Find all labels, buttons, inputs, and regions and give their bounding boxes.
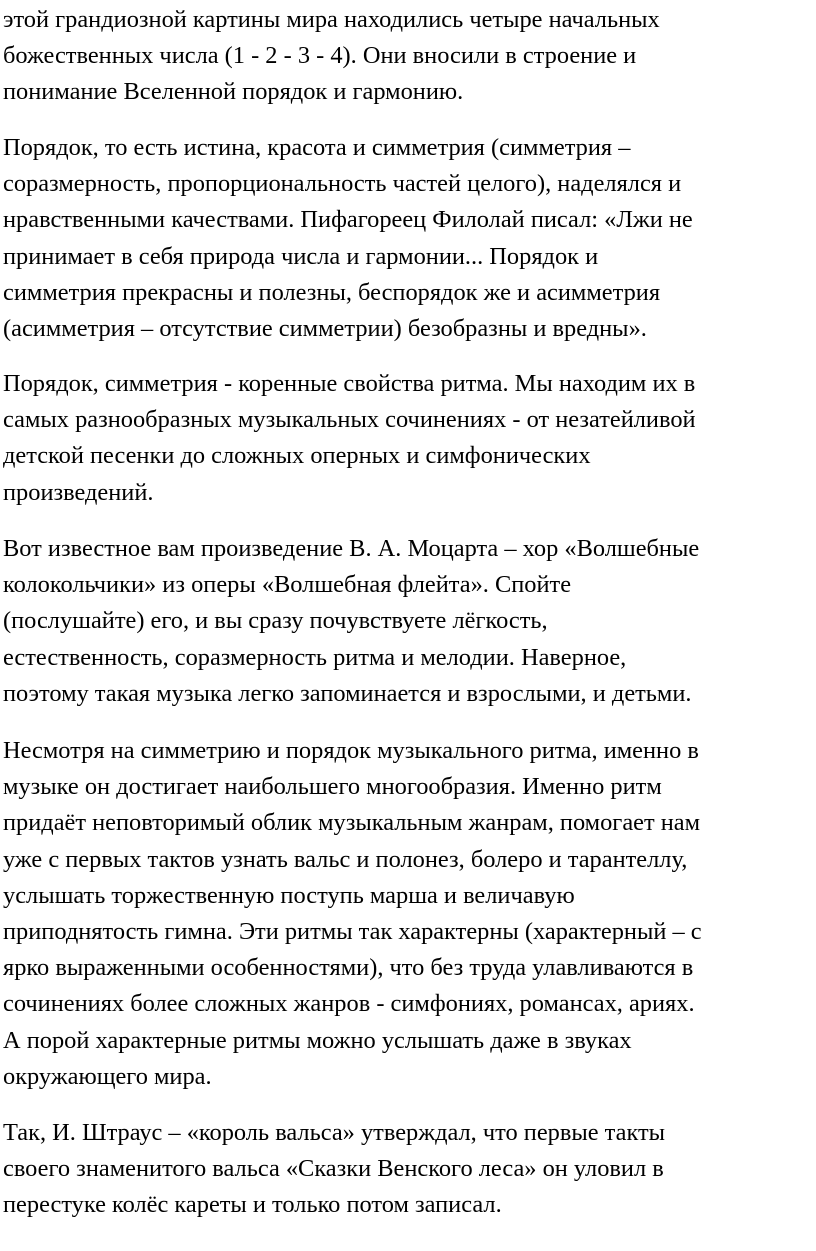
paragraph-line: Вот известное вам произведение В. А. Моцарта – хор «Волшебные	[3, 535, 700, 562]
paragraph-line: музыке он достигает наибольшего многообразия. Именно ритм	[3, 773, 662, 801]
paragraph-line: самых разнообразных музыкальных сочинениях - от незатейливой	[3, 406, 696, 434]
paragraph-line: своего знаменитого вальса «Сказки Венского леса» он уловил в	[3, 1155, 664, 1183]
paragraph-line: принимает в себя природа числа и гармонии... Порядок и	[3, 242, 599, 270]
paragraph-line: нравственными качествами. Пифагореец Филолай писал: «Лжи не	[3, 206, 693, 234]
paragraph-line: соразмерность, пропорциональность частей целого), наделялся и	[3, 170, 682, 198]
paragraph-line: произведений.	[3, 478, 154, 506]
paragraph-line: перестуке колёс кареты и только потом записал.	[3, 1191, 502, 1219]
paragraph-line: придаёт неповторимый облик музыкальным жанрам, помогает нам	[3, 809, 701, 837]
paragraph-line: божественных числа (1 - 2 - 3 - 4). Они вносили в строение и	[3, 42, 637, 70]
paragraph-line: этой грандиозной картины мира находились четыре начальных	[3, 6, 660, 33]
paragraph-line: (асимметрия – отсутствие симметрии) безобразны и вредны».	[3, 314, 647, 342]
paragraph-2	[3, 130, 813, 347]
paragraph-line: Так, И. Штраус – «король вальса» утверждал, что первые такты	[3, 1119, 666, 1146]
paragraph-3	[3, 366, 813, 511]
paragraph-line: Несмотря на симметрию и порядок музыкального ритма, именно в	[3, 737, 699, 764]
paragraph-line: понимание Вселенной порядок и гармонию.	[3, 78, 464, 106]
paragraph-line: А порой характерные ритмы можно услышать даже в звуках	[3, 1026, 632, 1054]
paragraph-line: Порядок, симметрия - коренные свойства ритма. Мы находим их в	[3, 370, 696, 397]
paragraph-5	[3, 733, 813, 1095]
paragraph-line: (послушайте) его, и вы сразу почувствуете лёгкость,	[3, 607, 548, 635]
paragraph-line: детской песенки до сложных оперных и симфонических	[3, 442, 591, 470]
paragraph-line: приподнятость гимна. Эти ритмы так характерны (характерный – с	[3, 917, 702, 945]
paragraph-6	[3, 1115, 813, 1224]
paragraph-4	[3, 531, 813, 712]
paragraph-line: услышать торжественную поступь марша и величавую	[3, 881, 575, 909]
paragraph-1	[3, 2, 813, 111]
paragraph-line: ярко выраженными особенностями), что без труда улавливаются в	[3, 954, 694, 982]
paragraph-line: поэтому такая музыка легко запоминается и взрослыми, и детьми.	[3, 679, 692, 707]
paragraph-line: сочинениях более сложных жанров - симфониях, романсах, ариях.	[3, 990, 695, 1018]
paragraph-line: Порядок, то есть истина, красота и симметрия (симметрия –	[3, 134, 631, 161]
paragraph-line: уже с первых тактов узнать вальс и полонез, болеро и тарантеллу,	[3, 845, 688, 873]
paragraph-line: окружающего мира.	[3, 1062, 212, 1090]
paragraph-line: симметрия прекрасны и полезны, беспорядок же и асимметрия	[3, 278, 661, 306]
paragraph-line: колокольчики» из оперы «Волшебная флейта». Спойте	[3, 571, 572, 599]
paragraph-line: естественность, соразмерность ритма и мелодии. Наверное,	[3, 643, 627, 671]
